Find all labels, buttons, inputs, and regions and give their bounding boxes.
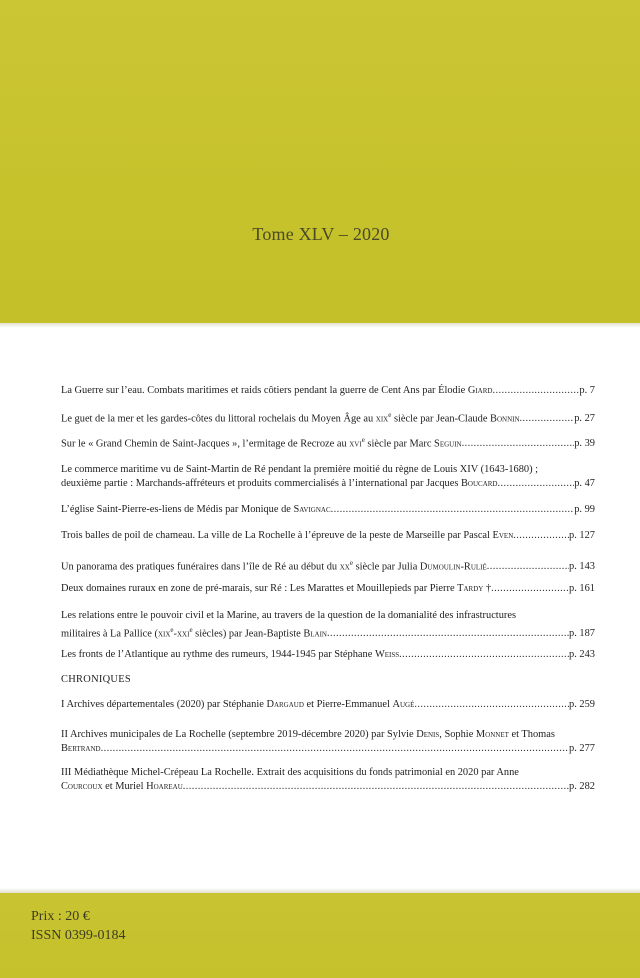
page-number: p. 7 <box>579 385 595 396</box>
page-number: p. 47 <box>574 478 595 489</box>
entry-author: Bonnin <box>490 413 520 425</box>
entry-author: Even <box>492 530 514 541</box>
entry-author: Dargaud <box>266 699 304 710</box>
issn-label: ISSN 0399-0184 <box>31 928 126 943</box>
toc-entry[interactable]: Le guet de la mer et les gardes-côtes du littoral rochelais du Moyen Âge au xix$^e$ siècle par Jean-Claude Bonnin ..... p. 27 <box>61 408 595 426</box>
entry-title: Sur le « Grand Chemin de Saint-Jacques », l’ermitage de Recroze au <box>61 438 350 450</box>
entry-title-cont: siècles) par Jean-Baptiste <box>192 628 304 640</box>
leader-dots <box>331 503 575 517</box>
price-label: Prix : 20 € <box>31 909 90 924</box>
entry-author: Bertrand <box>61 743 101 754</box>
entry-title: Les fronts de l’Atlantique au rythme des rumeurs, 1944-1945 par Stéphane <box>61 649 375 660</box>
entry-author: Savignac <box>293 504 331 515</box>
leader-dots <box>497 477 574 491</box>
century-numeral: xix <box>375 413 389 425</box>
entry-title: Deux domaines ruraux en zone de pré-marais, sur Ré : Les Marattes et Mouillepieds par Pierre <box>61 583 458 594</box>
entry-title-cont: militaires à La Pallice ( <box>61 628 158 640</box>
toc-entry[interactable] <box>61 766 595 794</box>
entry-author: Dumoulin-Rulié <box>419 561 487 573</box>
entry-title: L’église Saint-Pierre-es-liens de Médis par Monique de <box>61 504 294 515</box>
entry-author: Blain <box>303 628 327 640</box>
toc-entry[interactable]: Sur le « Grand Chemin de Saint-Jacques », l’ermitage de Recroze au xvi$^e$ siècle par Marc Seguin ..... p. 39 <box>61 433 595 451</box>
entry-author: Denis <box>416 729 440 740</box>
page-number: p. 99 <box>574 504 595 515</box>
entry-title-cont: siècle par Jean-Claude <box>391 413 491 425</box>
toc-entry[interactable] <box>61 698 595 712</box>
entry-author: Courcoux <box>61 781 103 792</box>
entry-author: Seguin <box>434 438 462 450</box>
band-shadow <box>0 323 640 328</box>
entry-title-cont: et Thomas <box>508 729 555 740</box>
entry-title: Le guet de la mer et les gardes-côtes du littoral rochelais du Moyen Âge au <box>61 413 376 425</box>
century-numeral: xxi <box>176 628 190 640</box>
leader-dots <box>327 627 569 641</box>
entry-author: Hoareau <box>146 781 183 792</box>
entry-title-cont: et Pierre-Emmanuel <box>303 699 393 710</box>
dagger-mark: † <box>483 583 492 594</box>
toc-entry[interactable] <box>61 529 595 543</box>
page-number: p. 282 <box>569 781 595 792</box>
entry-title: III Médiathèque Michel-Crépeau La Rochelle. Extrait des acquisitions du fonds patrimonial en 2020 par Anne <box>61 767 519 778</box>
page-number: p. 143 <box>569 561 595 573</box>
leader-dots <box>491 582 569 596</box>
leader-dots <box>492 384 579 398</box>
entry-title: I Archives départementales (2020) par Stéphanie <box>61 699 267 710</box>
tome-title: Tome XLV – 2020 <box>252 224 390 244</box>
leader-dots <box>520 412 575 426</box>
page-number: p. 187 <box>569 628 595 640</box>
entry-author: Tardy <box>457 583 484 594</box>
page-number: p. 27 <box>574 413 595 425</box>
page-number: p. 161 <box>569 583 595 594</box>
toc-entry[interactable]: Les relations entre le pouvoir civil et la Marine, au travers de la question de la domanialité des infrastructures militaires à La Pallice (xix$^e$-xxi$^e$ siècles) par Jean-Baptiste Blain ..... p. 187 <box>61 609 595 641</box>
century-numeral: xx <box>339 561 350 573</box>
leader-dots <box>414 698 569 712</box>
leader-dots <box>399 648 569 662</box>
toc-entry[interactable] <box>61 384 595 398</box>
entry-author: Weiss <box>374 649 400 660</box>
toc-entry[interactable] <box>61 648 595 662</box>
entry-title: Les relations entre le pouvoir civil et la Marine, au travers de la question de la domanialité des infrastructures <box>61 610 517 621</box>
entry-author: Augé <box>392 699 415 710</box>
entry-title: Le commerce maritime vu de Saint-Martin de Ré pendant la première moitié du règne de Louis XIV (1643-1680) ; <box>61 464 539 475</box>
century-numeral: xix <box>157 628 171 640</box>
toc-entry[interactable] <box>61 728 595 756</box>
toc-entry[interactable] <box>61 463 595 491</box>
page-number: p. 277 <box>569 743 595 754</box>
entry-author: Monnet <box>475 729 509 740</box>
entry-title-cont: , Sophie <box>439 729 476 740</box>
entry-author: Giard <box>467 385 493 396</box>
leader-dots <box>487 560 569 574</box>
toc-entry[interactable] <box>61 503 595 517</box>
entry-title: II Archives municipales de La Rochelle (septembre 2019-décembre 2020) par Sylvie <box>61 729 417 740</box>
entry-title-cont: siècle par Marc <box>364 438 435 450</box>
page-number: p. 259 <box>569 699 595 710</box>
dash: - <box>173 628 177 640</box>
entry-author: Boucard <box>460 478 498 489</box>
leader-dots <box>513 529 569 543</box>
leader-dots <box>183 780 569 794</box>
page-number: p. 243 <box>569 649 595 660</box>
entry-title: La Guerre sur l’eau. Combats maritimes et raids côtiers pendant la guerre de Cent Ans par Élodie <box>61 385 468 396</box>
section-heading-chroniques: CHRONIQUES <box>61 674 131 685</box>
entry-title-cont: siècle par Julia <box>352 561 420 573</box>
toc-entry[interactable]: Un panorama des pratiques funéraires dans l’île de Ré au début du $xx^e$ siècle par Julia Dumoulin-Rulié ..... p. 143 <box>61 556 595 574</box>
leader-dots <box>101 742 569 756</box>
page-number: p. 39 <box>574 438 595 450</box>
cover-top-band <box>0 0 640 323</box>
entry-title: Trois balles de poil de chameau. La ville de La Rochelle à l’épreuve de la peste de Marseille par Pascal <box>61 530 493 541</box>
toc-entry[interactable] <box>61 582 595 596</box>
leader-dots <box>462 437 575 451</box>
century-numeral: xvi <box>349 438 362 450</box>
entry-title-cont: deuxième partie : Marchands-affréteurs et produits commercialisés à l’international par Jacques <box>61 478 461 489</box>
entry-title-cont: et Muriel <box>102 781 147 792</box>
page-number: p. 127 <box>569 530 595 541</box>
entry-title: Un panorama des pratiques funéraires dans l’île de Ré au début du <box>61 561 340 573</box>
